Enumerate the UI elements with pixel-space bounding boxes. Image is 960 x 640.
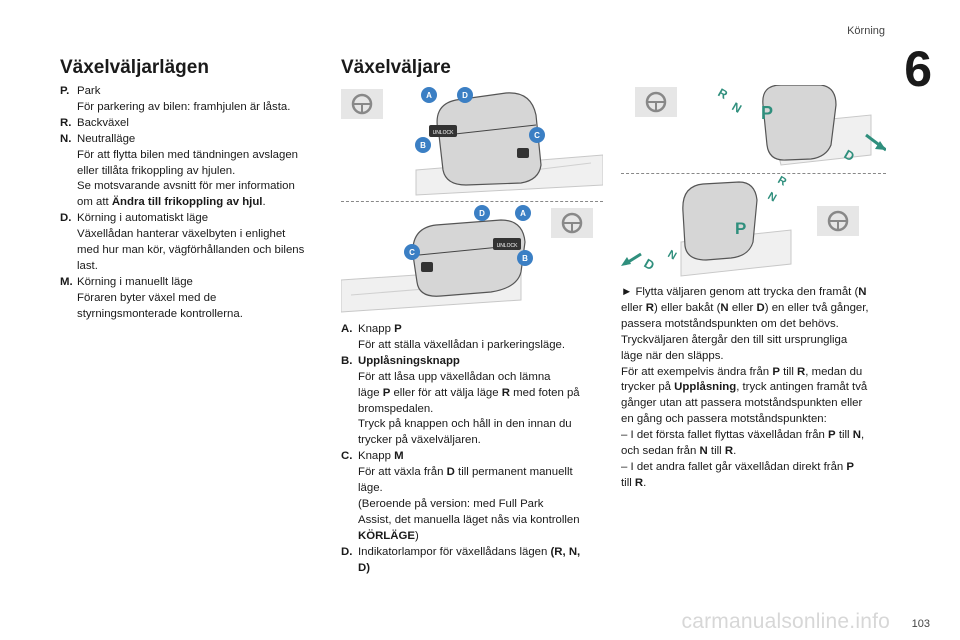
- instructions-text: [621, 285, 889, 492]
- selector-figure-top: [341, 85, 603, 200]
- badge-d: [457, 87, 473, 103]
- list-item: [341, 354, 603, 449]
- badge-b: [415, 137, 431, 153]
- badge-a: [515, 205, 531, 221]
- text-line: ► Flytta väljaren genom att trycka den framåt (N: [621, 286, 867, 298]
- item-line: KÖRLÄGE): [358, 529, 419, 542]
- item-line: Assist, det manuella läget nås via kontrollen: [358, 513, 580, 526]
- item-line: läge.: [358, 482, 383, 495]
- svg-text:A: A: [520, 209, 526, 218]
- item-line: För att låsa upp växellådan och lämna: [358, 370, 551, 383]
- text-line: För att exempelvis ändra från P till R, medan du: [621, 365, 863, 378]
- svg-text:B: B: [420, 141, 426, 150]
- item-line: Föraren byter växel med de: [77, 291, 217, 304]
- chapter-number: 6: [904, 41, 932, 97]
- item-key: D.: [341, 545, 353, 558]
- unlock-label: UNLOCK: [432, 130, 454, 136]
- left-title: Växelväljarlägen: [60, 57, 209, 78]
- text-line: till R.: [621, 476, 647, 489]
- item-key: M.: [60, 275, 73, 288]
- item-line: eller tillåta frikoppling av hjulen.: [77, 164, 236, 177]
- item-line: med hur man kör, vägförhållanden och bilens: [77, 244, 305, 257]
- item-line: läge P eller för att välja läge R med foten på: [358, 386, 580, 399]
- list-item: [341, 322, 603, 354]
- item-line: Körning i automatiskt läge: [77, 212, 209, 225]
- item-line: Neutralläge: [77, 132, 136, 145]
- item-line: last.: [77, 259, 98, 272]
- selector-parts-list: [341, 322, 603, 577]
- svg-text:D: D: [462, 91, 468, 100]
- text-line: och sedan från N till R.: [621, 445, 737, 458]
- item-key: R.: [60, 116, 72, 129]
- text-line: Tryckväljaren återgår den till sitt ursprungliga: [621, 333, 848, 346]
- text-line: eller R) eller bakåt (N eller D) en eller två gånger,: [621, 301, 869, 314]
- item-line: styrningsmonterade kontrollerna.: [77, 307, 243, 320]
- item-key: D.: [60, 212, 72, 225]
- text-line: – I det första fallet flyttas växellådan från P till N,: [621, 429, 865, 442]
- position-letter-d: D: [641, 255, 658, 274]
- position-letter-d: D: [841, 146, 858, 165]
- badge-c: [529, 127, 545, 143]
- header-section-label: Körning: [847, 25, 885, 37]
- item-line: Växellådan hanterar växelbyten i enlighet: [77, 228, 286, 241]
- item-line: Indikatorlampor för växellådans lägen (R, N,: [358, 545, 581, 558]
- text-line: läge när den släpps.: [621, 349, 724, 362]
- badge-a: [421, 87, 437, 103]
- position-letter-r: R: [775, 174, 789, 189]
- item-line: För parkering av bilen: framhjulen är låsta.: [77, 100, 291, 113]
- position-letter-n-lower: N: [665, 248, 679, 263]
- item-line: Knapp P: [358, 323, 402, 335]
- steering-wheel-icon: [551, 208, 593, 238]
- position-letter-n: N: [765, 190, 779, 205]
- item-line: trycker på växelväljaren.: [358, 434, 481, 447]
- page-number: 103: [911, 618, 930, 630]
- gear-positions-list: [60, 84, 320, 323]
- badge-b: [517, 250, 533, 266]
- item-line: För att ställa växellådan i parkeringsläge.: [358, 338, 566, 351]
- item-line: Backväxel: [77, 116, 129, 129]
- list-item: [60, 275, 320, 323]
- item-line: om att Ändra till frikoppling av hjul.: [77, 196, 266, 209]
- text-line: passera motståndspunkten om det behövs.: [621, 317, 839, 330]
- item-line: För att flytta bilen med tändningen avslagen: [77, 148, 298, 161]
- text-line: gånger utan att passera motståndspunkten eller: [621, 397, 863, 410]
- item-line: Körning i manuellt läge: [77, 275, 193, 288]
- steering-wheel-icon: [341, 89, 383, 119]
- item-line: Upplåsningsknapp: [358, 354, 460, 367]
- svg-text:A: A: [426, 91, 432, 100]
- item-key: B.: [341, 354, 353, 367]
- list-item: [341, 449, 603, 544]
- svg-text:C: C: [409, 248, 415, 257]
- steering-wheel-icon: [635, 87, 677, 117]
- item-line: Knapp M: [358, 450, 404, 463]
- item-line: D): [358, 561, 371, 574]
- list-item: [60, 116, 320, 132]
- item-line: Se motsvarande avsnitt för mer information: [77, 180, 295, 193]
- item-line: För att växla från D till permanent manuellt: [358, 466, 573, 479]
- item-key: C.: [341, 450, 353, 463]
- position-letter-n: N: [729, 99, 745, 116]
- list-item: [341, 545, 603, 577]
- watermark: carmanualsonline.info: [681, 610, 890, 633]
- list-item: [60, 84, 320, 116]
- unlock-label: UNLOCK: [496, 243, 518, 249]
- item-line: Park: [77, 85, 101, 97]
- text-line: en gång och passera motståndspunkten:: [621, 413, 827, 426]
- steering-wheel-icon: [817, 206, 859, 236]
- position-letter-p: P: [735, 219, 747, 238]
- text-line: trycker på Upplåsning, tryck antingen framåt två: [621, 381, 868, 394]
- position-letter-r: R: [715, 85, 731, 102]
- item-line: (Beroende på version: med Full Park: [358, 497, 544, 510]
- item-line: bromspedalen.: [358, 402, 434, 415]
- selector-motion-figure-bottom: [621, 172, 886, 280]
- middle-title: Växelväljare: [341, 57, 451, 78]
- badge-d: [474, 205, 490, 221]
- position-letter-p: P: [761, 103, 774, 123]
- selector-figure-bottom: [341, 200, 603, 315]
- selector-motion-figure-top: [621, 85, 886, 173]
- item-key: N.: [60, 132, 72, 145]
- svg-text:D: D: [479, 209, 485, 218]
- list-item: [60, 132, 320, 212]
- svg-text:C: C: [534, 131, 540, 140]
- item-line: Tryck på knappen och håll in den innan du: [358, 418, 572, 431]
- item-key: P.: [60, 85, 70, 97]
- item-key: A.: [341, 323, 353, 335]
- list-item: [60, 211, 320, 275]
- svg-text:B: B: [522, 254, 528, 263]
- badge-c: [404, 244, 420, 260]
- text-line: – I det andra fallet går växellådan direkt från P: [621, 460, 855, 473]
